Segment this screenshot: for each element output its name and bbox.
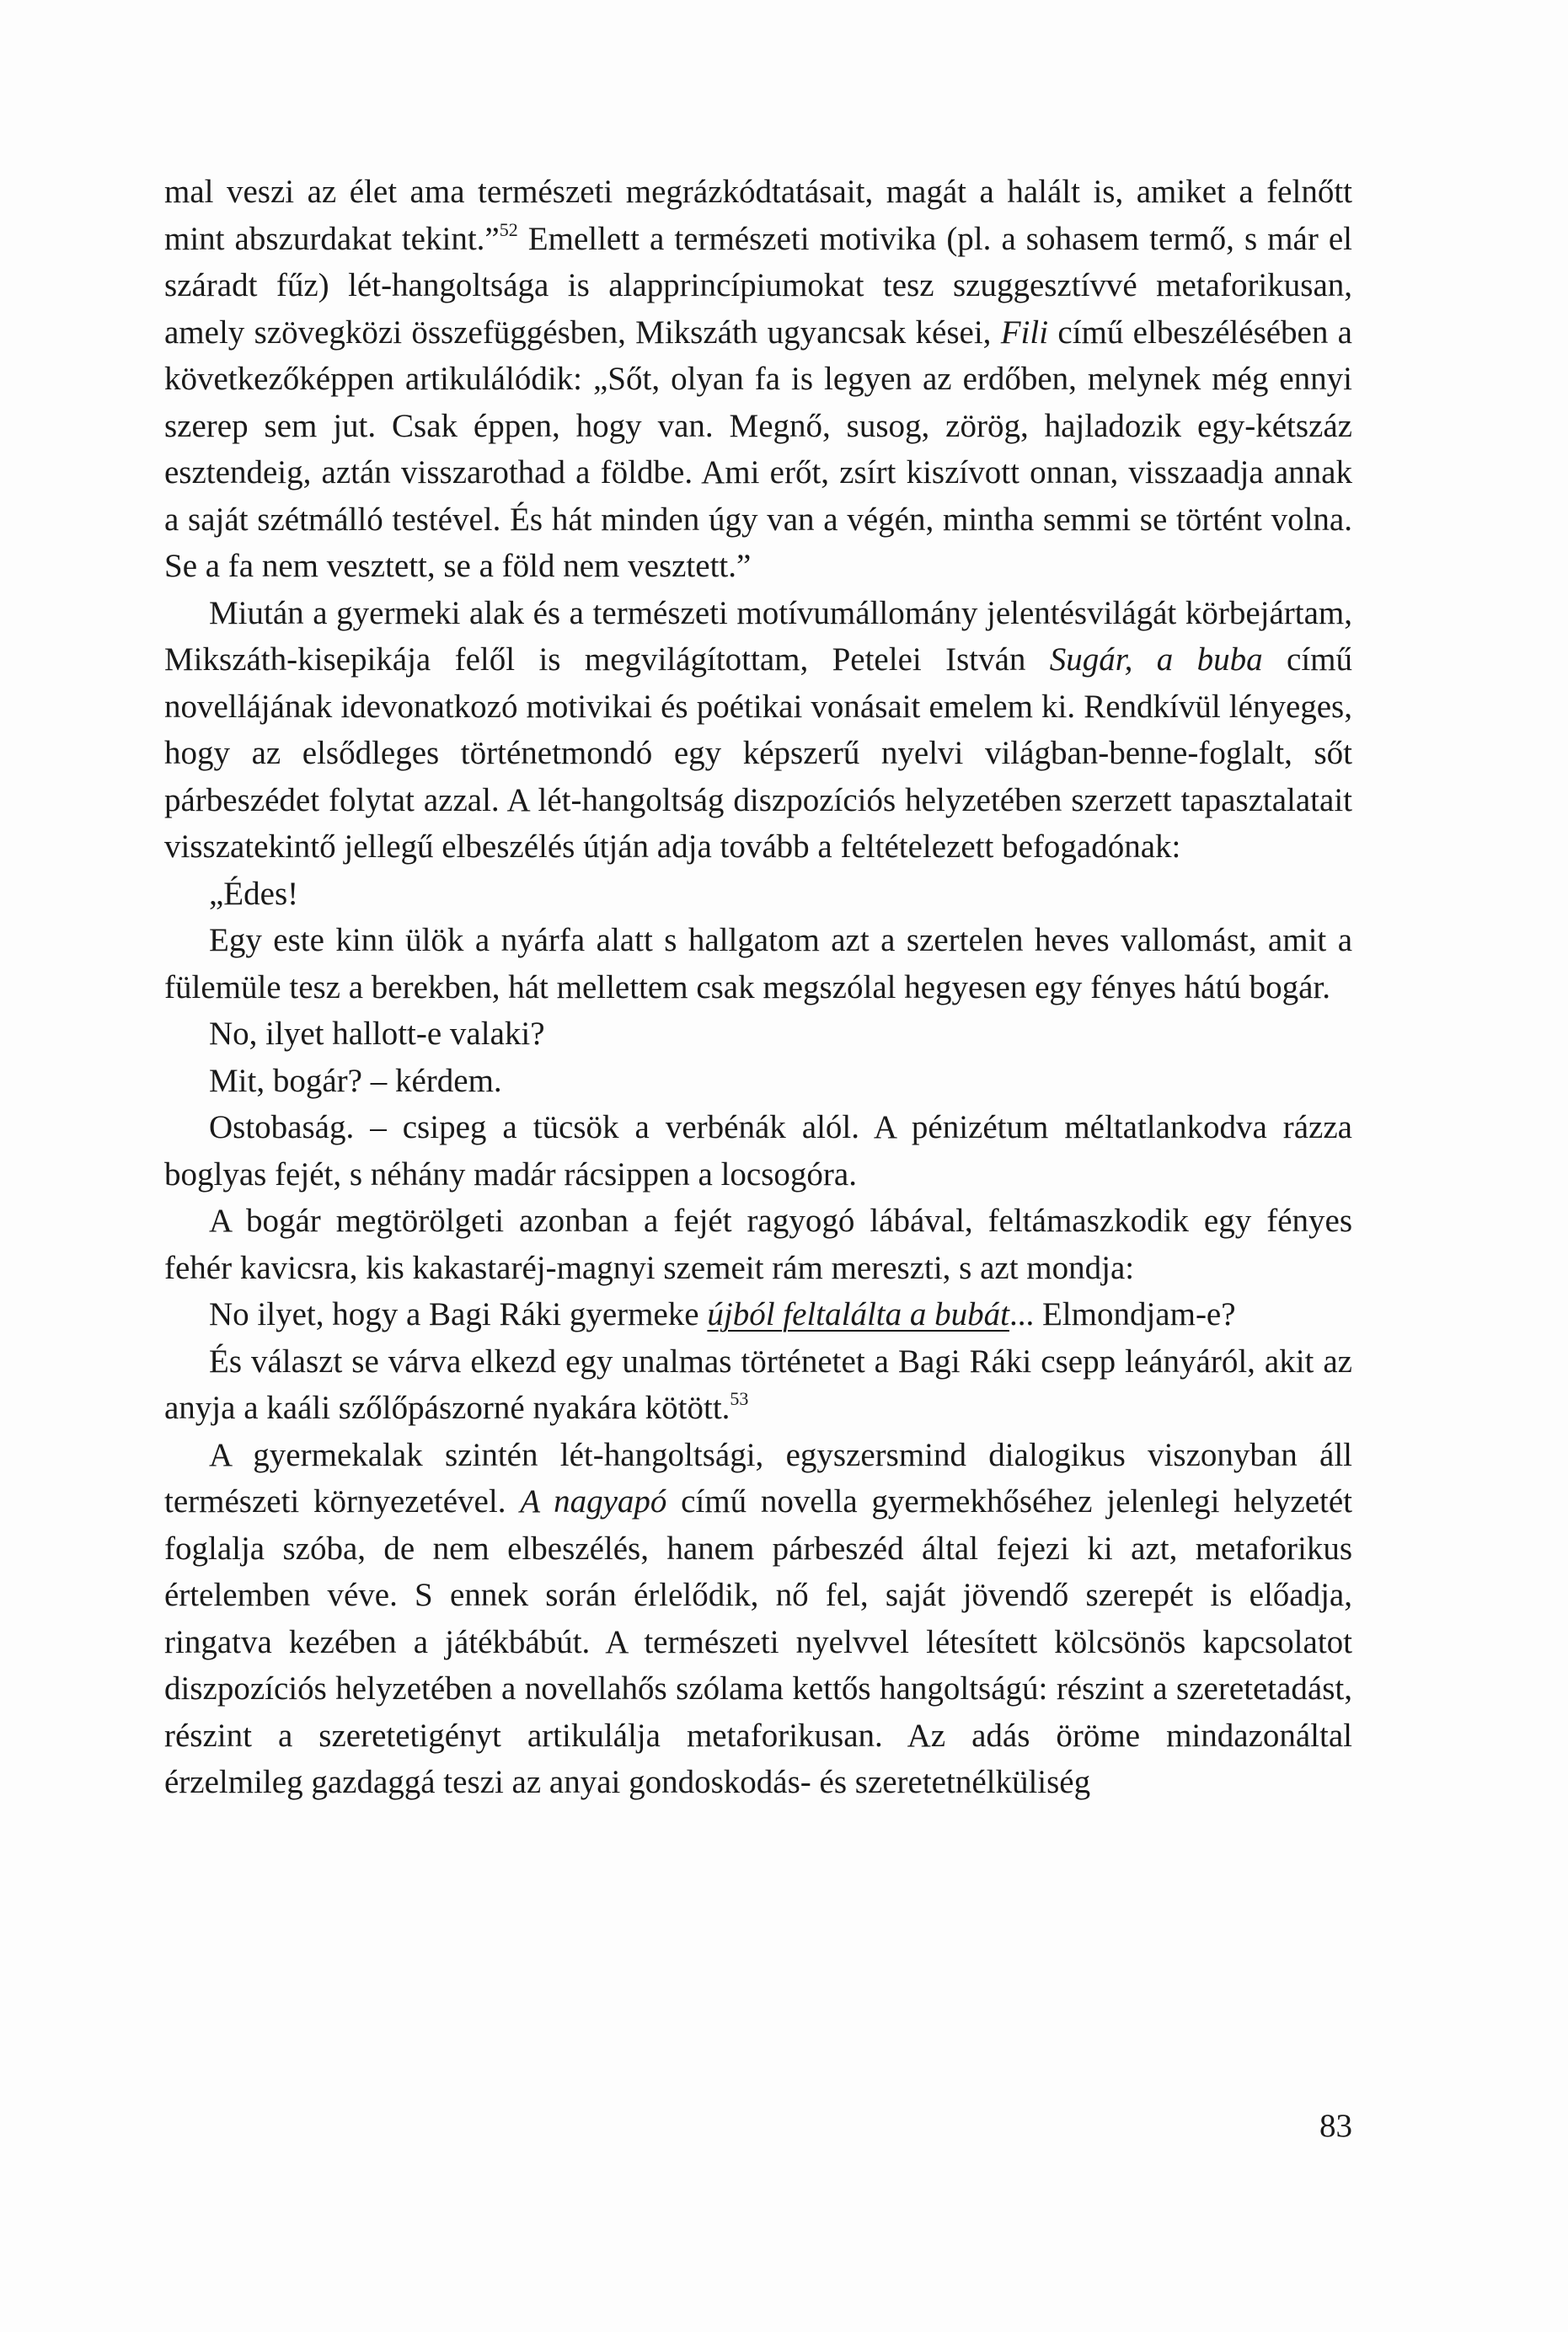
emphasized-text: Fili bbox=[1000, 314, 1049, 351]
emphasized-text: újból feltalálta a bubát bbox=[707, 1296, 1009, 1332]
text-run: című novella gyermekhőséhez jelenlegi helyzetét foglalja szóba, de nem elbeszélés, hanem párbeszéd által fejezi ki azt, metaforikus értelemben véve. S ennek során érlelődik, nő fel, saját jövendő szerepét is előadja, ringatva kezében a játékbábút. A természeti nyelvvel létesített kölcsönös kapcsolatot diszpozíciós helyzetében a novellahős szólama kettős hangoltságú: részint a szeretetadást, részint a szeretetigényt artikulálja metaforikusan. Az adás öröme mindazonáltal érzelmileg gazdaggá teszi az anyai gondoskodás- és szeretetnélküliség bbox=[164, 1483, 1352, 1800]
emphasized-text: Sugár, a buba bbox=[1049, 641, 1263, 678]
text-run: A gyermekalak szintén lét-hangoltsági, egyszersmind dialogikus viszonyban áll természeti környezetével. bbox=[164, 1436, 1352, 1520]
text-run: Mit, bogár? – kérdem. bbox=[209, 1062, 502, 1099]
footnote-marker: 52 bbox=[499, 218, 518, 240]
paragraph bbox=[164, 590, 1352, 871]
text-run: No ilyet, hogy a Bagi Ráki gyermeke bbox=[209, 1296, 708, 1332]
text-run: Egy este kinn ülök a nyárfa alatt s hallgatom azt a szertelen heves vallomást, amit a fülemüle tesz a berekben, hát mellettem csak megszólal hegyesen egy fényes hátú bogár. bbox=[164, 922, 1352, 1005]
text-run: Ostobaság. – csipeg a tücsök a verbénák alól. A pénizétum méltatlankodva rázza boglyas fejét, s néhány madár rácsippen a locsogóra. bbox=[164, 1109, 1352, 1193]
text-run: című novellájának idevonatkozó motivikai és poétikai vonásait emelem ki. Rendkívül lényeges, hogy az elsődleges történetmondó egy képszerű nyelvi világban-benne-foglalt, sőt párbeszédet folytat azzal. A lét-hangoltság diszpozíciós helyzetében szerzett tapasztalatait visszatekintő jellegű elbeszélés útján adja tovább a feltételezett befogadónak: bbox=[164, 641, 1352, 865]
paragraph bbox=[164, 169, 1352, 590]
emphasized-text: A nagyapó bbox=[520, 1483, 667, 1520]
paragraph bbox=[164, 1058, 1352, 1105]
page-number: 83 bbox=[1319, 2108, 1352, 2144]
text-run: Emellett a természeti motivika (pl. a sohasem termő, s már el száradt fűz) lét-hangoltsága is alapprincípiumokat tesz szuggesztívvé metaforikusan, amely szövegközi összefüggésben, Mikszáth ugyancsak kései, bbox=[164, 220, 1352, 351]
paragraph bbox=[164, 1432, 1352, 1806]
body-text bbox=[164, 169, 1352, 1806]
text-run: Miután a gyermeki alak és a természeti motívumállomány jelentésvilágát körbejártam, Mikszáth-kisepikája felől is megvilágítottam, Petelei István bbox=[164, 594, 1352, 678]
paragraph bbox=[164, 1198, 1352, 1291]
text-run: mal veszi az élet ama természeti megrázkódtatásait, magát a halált is, amiket a felnőtt mint abszurdakat tekint.” bbox=[164, 174, 1352, 257]
paragraph bbox=[164, 1338, 1352, 1432]
text-run: És választ se várva elkezd egy unalmas történetet a Bagi Ráki csepp leányáról, akit az anyja a kaáli szőlőpászorné nyakára kötött. bbox=[164, 1343, 1352, 1426]
paragraph bbox=[164, 917, 1352, 1011]
text-run: „Édes! bbox=[209, 875, 299, 912]
paragraph bbox=[164, 1291, 1352, 1338]
text-run: ... Elmondjam-e? bbox=[1009, 1296, 1236, 1332]
paragraph bbox=[164, 871, 1352, 918]
paragraph bbox=[164, 1011, 1352, 1058]
paragraph bbox=[164, 1104, 1352, 1198]
text-run: No, ilyet hallott-e valaki? bbox=[209, 1016, 545, 1052]
text-run: A bogár megtörölgeti azonban a fejét ragyogó lábával, feltámaszkodik egy fényes fehér kavicsra, kis kakastaréj-magnyi szemeit rám mereszti, s azt mondja: bbox=[164, 1203, 1352, 1286]
footnote-marker: 53 bbox=[730, 1388, 749, 1409]
text-run: című elbeszélésében a következőképpen artikulálódik: „Sőt, olyan fa is legyen az erdőben, melynek még ennyi szerep sem jut. Csak éppen, hogy van. Megnő, susog, zörög, hajladozik egy-kétszáz esztendeig, aztán visszarothad a földbe. Ami erőt, zsírt kiszívott onnan, visszaadja annak a saját szétmálló testével. És hát minden úgy van a végén, mintha semmi se történt volna. Se a fa nem vesztett, se a föld nem vesztett.” bbox=[164, 314, 1352, 584]
